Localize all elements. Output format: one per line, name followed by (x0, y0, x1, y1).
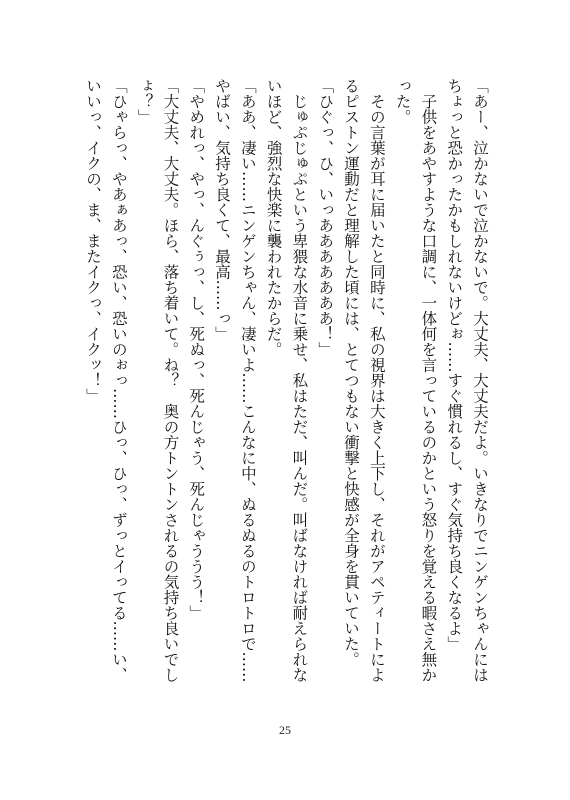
text-line: 「あー、泣かないで泣かないで。大丈夫、大丈夫だよ。いきなりでニンゲンちゃんには (471, 78, 489, 683)
vertical-text-block (79, 78, 492, 710)
text-line: 「ひぐっ、ひ、いっあああああああ！」 (316, 78, 335, 357)
text-line: 「ひゃらっ、やあぁあっ、恐い、恐いのぉっ……ひっ、ひっ、ずっとイってる……い、 (109, 78, 128, 683)
text-line: るピストン運動だと理解した頃には、とてつもない衝撃と快感が全身を貫いていた。 (342, 78, 361, 667)
text-line: いいっ、イクの、ま、またイクっ、イクッ！」 (84, 78, 103, 404)
text-line: った。 (393, 78, 412, 125)
text-line: 「やめれっ、やっ、んぐぅっ、し、死ぬっ、死んじゃう、死んじゃううう！」 (187, 78, 206, 621)
page-number: 25 (279, 723, 291, 737)
text-line: 「ああ、凄い……ニンゲンちゃん、凄いよ……こんなに中、ぬるぬるのトロトロで…… (238, 78, 257, 683)
text-line: その言葉が耳に届いたと同時に、私の視界は大きく上下し、それがアペティートによ (367, 78, 386, 683)
text-line: いほど、強烈な快楽に襲われたからだ。 (264, 78, 283, 357)
text-line: ょ？」 (135, 78, 154, 125)
text-line: ちょっと恐かったかもしれないけどぉ……すぐ慣れるし、すぐ気持ち良くなるよ」 (445, 78, 464, 652)
text-line: 子供をあやすような口調に、一体何を言っているのかという怒りを覚える暇さえ無か (419, 78, 438, 683)
text-line: じゅぷじゅぷという卑猥な水音に乗せ、私はただ、叫んだ。叫ばなければ耐えられな (290, 78, 309, 683)
text-line: 「大丈夫、大丈夫。ほら、落ち着いて。ね？ 奥の方トントンされるの気持ち良いでし (161, 78, 180, 683)
text-line: やばい、気持ち良くて、最高……っ」 (213, 78, 232, 342)
